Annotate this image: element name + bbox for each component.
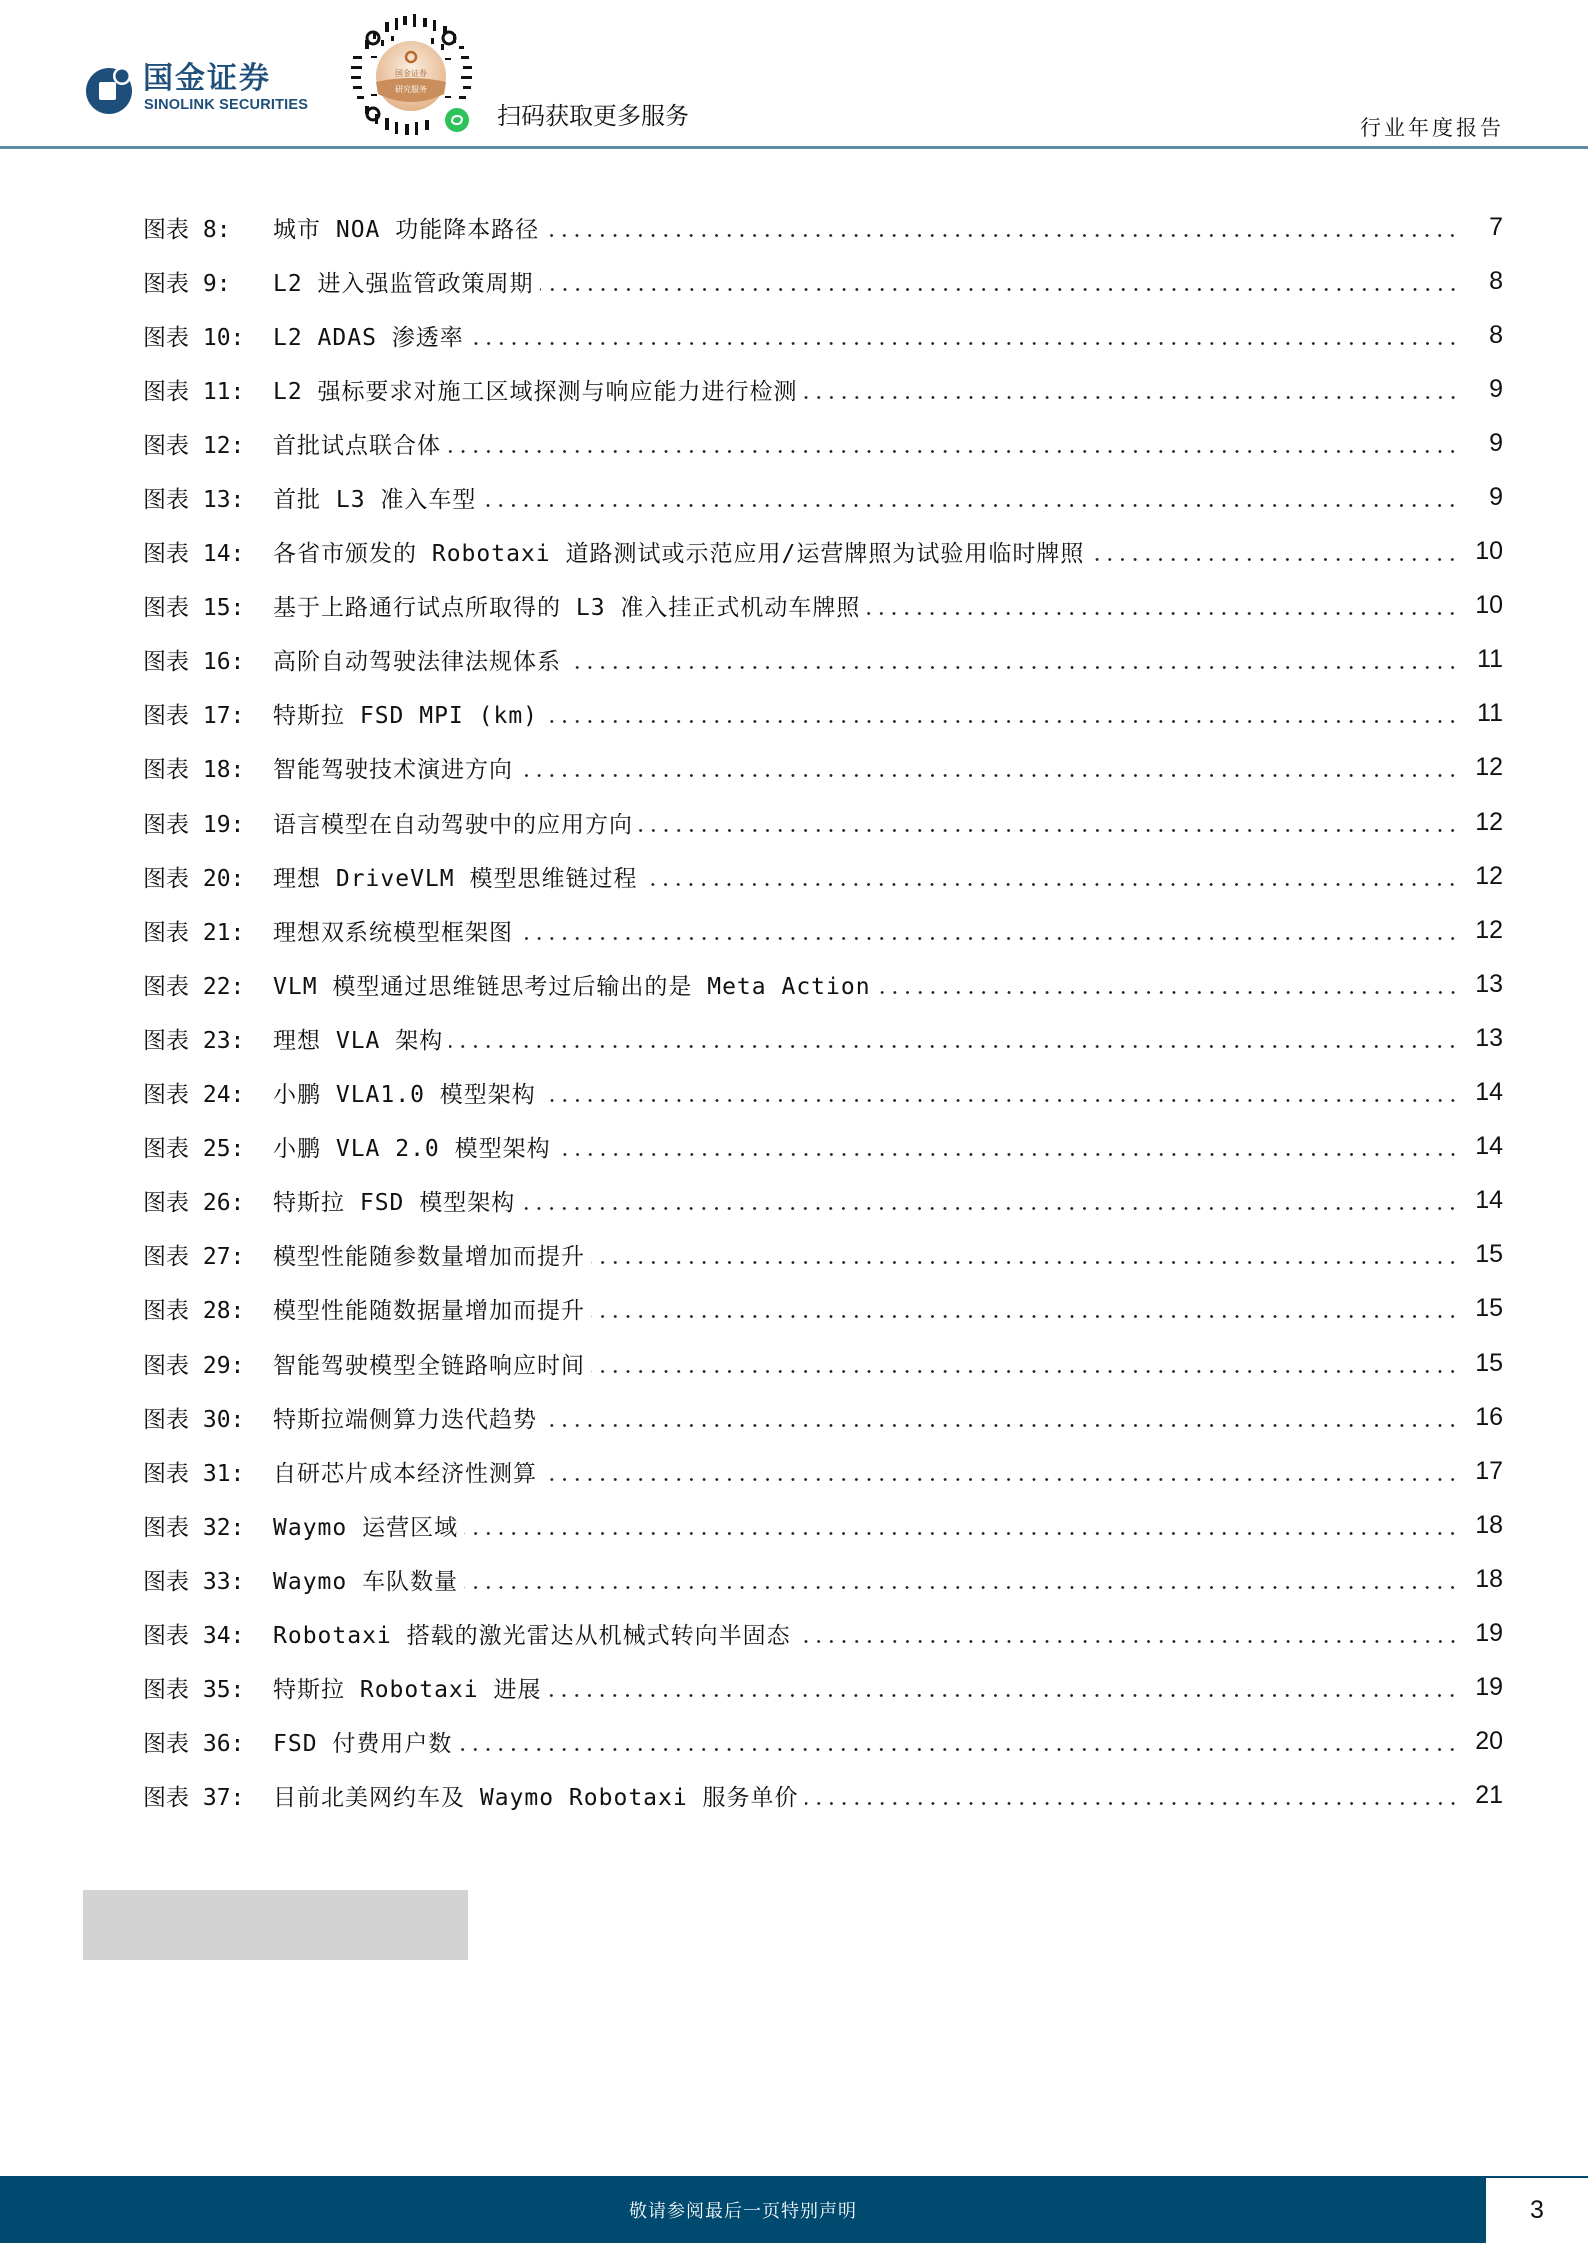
toc-entry[interactable] bbox=[143, 362, 1503, 416]
toc-entry-label: 图表 37: bbox=[143, 1785, 245, 1812]
toc-entry-page: 12 bbox=[1475, 807, 1503, 836]
toc-entry-page: 19 bbox=[1475, 1618, 1503, 1647]
toc-entry-page: 13 bbox=[1475, 969, 1503, 998]
toc-entry-title: 各省市颁发的 Robotaxi 道路测试或示范应用/运营牌照为试验用临时牌照 bbox=[273, 541, 1085, 568]
toc-entry-title: Waymo 运营区域 bbox=[273, 1514, 459, 1541]
qr-badge-service: 研究服务 bbox=[395, 85, 427, 94]
toc-entry-page: 12 bbox=[1475, 753, 1503, 782]
qr-badge-brand: 国金证券 bbox=[395, 69, 427, 78]
toc-entry[interactable] bbox=[143, 1444, 1503, 1498]
brand-name-en: SINOLINK SECURITIES bbox=[144, 97, 309, 113]
toc-entry-label: 图表 25: bbox=[143, 1136, 245, 1163]
dot-leader bbox=[470, 342, 1459, 345]
toc-entry-page: 21 bbox=[1475, 1781, 1503, 1810]
dot-leader bbox=[544, 720, 1459, 723]
toc-entry-label: 图表 32: bbox=[143, 1514, 245, 1541]
toc-entry-page: 9 bbox=[1489, 483, 1503, 512]
dot-leader bbox=[591, 1370, 1459, 1373]
toc-entry-page: 11 bbox=[1477, 645, 1503, 674]
dot-leader bbox=[545, 234, 1459, 237]
toc-entry-label: 图表 31: bbox=[143, 1460, 245, 1487]
toc-entry-title: 特斯拉 FSD 模型架构 bbox=[273, 1190, 516, 1217]
dot-leader bbox=[591, 1261, 1459, 1264]
toc-entry-page: 14 bbox=[1475, 1078, 1503, 1107]
dot-leader bbox=[567, 666, 1459, 669]
toc-entry-page: 14 bbox=[1475, 1132, 1503, 1161]
toc-entry-label: 图表 9: bbox=[143, 270, 231, 297]
figure-list-toc bbox=[143, 200, 1503, 1823]
dot-leader bbox=[447, 450, 1459, 453]
footer-disclaimer: 敬请参阅最后一页特别声明 bbox=[629, 2201, 857, 2222]
toc-entry[interactable] bbox=[143, 200, 1503, 254]
toc-entry[interactable] bbox=[143, 1011, 1503, 1065]
dot-leader bbox=[805, 1802, 1459, 1805]
toc-entry[interactable] bbox=[143, 308, 1503, 362]
toc-entry-title: Robotaxi 搭载的激光雷达从机械式转向半固态 bbox=[273, 1622, 791, 1649]
toc-entry[interactable] bbox=[143, 1769, 1503, 1823]
toc-entry-label: 图表 35: bbox=[143, 1677, 245, 1704]
toc-entry[interactable] bbox=[143, 1390, 1503, 1444]
toc-entry-title: FSD 付费用户数 bbox=[273, 1731, 453, 1758]
dot-leader bbox=[464, 1532, 1459, 1535]
toc-entry-page: 16 bbox=[1475, 1402, 1503, 1431]
toc-entry-title: 理想 DriveVLM 模型思维链过程 bbox=[273, 865, 638, 892]
toc-entry-page: 14 bbox=[1475, 1186, 1503, 1215]
dot-leader bbox=[543, 1424, 1459, 1427]
toc-entry-title: 首批试点联合体 bbox=[273, 432, 441, 459]
toc-entry[interactable] bbox=[143, 1498, 1503, 1552]
toc-entry-page: 10 bbox=[1475, 591, 1503, 620]
toc-entry-label: 图表 12: bbox=[143, 432, 245, 459]
dot-leader bbox=[797, 1640, 1459, 1643]
gray-placeholder-block bbox=[83, 1890, 468, 1960]
toc-entry-title: L2 强标要求对施工区域探测与响应能力进行检测 bbox=[273, 378, 798, 405]
dot-leader bbox=[866, 612, 1459, 615]
toc-entry-label: 图表 26: bbox=[143, 1190, 245, 1217]
toc-entry-title: L2 进入强监管政策周期 bbox=[273, 270, 534, 297]
toc-entry[interactable] bbox=[143, 633, 1503, 687]
toc-entry[interactable] bbox=[143, 741, 1503, 795]
toc-entry-title: 首批 L3 准入车型 bbox=[273, 487, 477, 514]
toc-entry-label: 图表 33: bbox=[143, 1568, 245, 1595]
toc-entry[interactable] bbox=[143, 1228, 1503, 1282]
toc-entry-page: 11 bbox=[1477, 699, 1503, 728]
toc-entry-label: 图表 14: bbox=[143, 541, 245, 568]
sinolink-logo-icon bbox=[85, 65, 135, 115]
toc-entry[interactable] bbox=[143, 525, 1503, 579]
toc-entry-title: 智能驾驶技术演进方向 bbox=[273, 757, 513, 784]
toc-entry-page: 9 bbox=[1489, 374, 1503, 403]
toc-entry-label: 图表 29: bbox=[143, 1352, 245, 1379]
toc-entry[interactable] bbox=[143, 795, 1503, 849]
toc-entry-page: 18 bbox=[1475, 1564, 1503, 1593]
toc-entry[interactable] bbox=[143, 1336, 1503, 1390]
toc-entry-title: 模型性能随参数量增加而提升 bbox=[273, 1244, 585, 1271]
toc-entry-label: 图表 13: bbox=[143, 487, 245, 514]
dot-leader bbox=[557, 1153, 1459, 1156]
toc-entry-title: 特斯拉 Robotaxi 进展 bbox=[273, 1677, 542, 1704]
toc-entry-title: 特斯拉 FSD MPI (km) bbox=[273, 703, 539, 730]
toc-entry-title: 目前北美网约车及 Waymo Robotaxi 服务单价 bbox=[273, 1785, 799, 1812]
toc-entry-title: L2 ADAS 渗透率 bbox=[273, 324, 464, 351]
toc-entry-label: 图表 8: bbox=[143, 216, 231, 243]
dot-leader bbox=[877, 991, 1459, 994]
toc-entry[interactable] bbox=[143, 579, 1503, 633]
dot-leader bbox=[540, 288, 1459, 291]
toc-entry-page: 19 bbox=[1475, 1673, 1503, 1702]
toc-entry-page: 15 bbox=[1475, 1348, 1503, 1377]
toc-entry-page: 10 bbox=[1475, 537, 1503, 566]
toc-entry-page: 8 bbox=[1489, 320, 1503, 349]
toc-entry-page: 20 bbox=[1475, 1727, 1503, 1756]
toc-entry-page: 13 bbox=[1475, 1023, 1503, 1052]
toc-entry-page: 7 bbox=[1489, 212, 1503, 241]
toc-entry-page: 9 bbox=[1489, 428, 1503, 457]
toc-entry[interactable] bbox=[143, 1715, 1503, 1769]
dot-leader bbox=[482, 504, 1459, 507]
toc-entry[interactable] bbox=[143, 1552, 1503, 1606]
toc-entry-title: 语言模型在自动驾驶中的应用方向 bbox=[273, 811, 633, 838]
toc-entry-title: 模型性能随数据量增加而提升 bbox=[273, 1298, 585, 1325]
toc-entry-label: 图表 21: bbox=[143, 919, 245, 946]
toc-entry-label: 图表 36: bbox=[143, 1731, 245, 1758]
footer-bar bbox=[0, 2177, 1486, 2243]
toc-entry-page: 12 bbox=[1475, 861, 1503, 890]
toc-entry-label: 图表 17: bbox=[143, 703, 245, 730]
toc-entry-title: 自研芯片成本经济性测算 bbox=[273, 1460, 537, 1487]
report-type-label: 行业年度报告 bbox=[1360, 116, 1504, 140]
dot-leader bbox=[464, 1586, 1459, 1589]
dot-leader bbox=[591, 1315, 1459, 1318]
dot-leader bbox=[542, 1099, 1459, 1102]
toc-entry-title: VLM 模型通过思维链思考过后输出的是 Meta Action bbox=[273, 973, 871, 1000]
mini-program-qr-code[interactable] bbox=[345, 10, 479, 142]
toc-entry[interactable] bbox=[143, 470, 1503, 524]
toc-entry[interactable] bbox=[143, 1661, 1503, 1715]
toc-entry-title: 小鹏 VLA1.0 模型架构 bbox=[273, 1082, 536, 1109]
toc-entry-title: 城市 NOA 功能降本路径 bbox=[273, 216, 540, 243]
toc-entry-label: 图表 34: bbox=[143, 1622, 245, 1649]
toc-entry-label: 图表 30: bbox=[143, 1406, 245, 1433]
dot-leader bbox=[543, 1478, 1459, 1481]
toc-entry[interactable] bbox=[143, 1120, 1503, 1174]
toc-entry-title: 高阶自动驾驶法律法规体系 bbox=[273, 649, 561, 676]
dot-leader bbox=[804, 396, 1459, 399]
toc-entry-label: 图表 11: bbox=[143, 378, 245, 405]
toc-entry-title: 智能驾驶模型全链路响应时间 bbox=[273, 1352, 585, 1379]
toc-entry-label: 图表 23: bbox=[143, 1027, 245, 1054]
dot-leader bbox=[1090, 558, 1459, 561]
toc-entry-title: 理想双系统模型框架图 bbox=[273, 919, 513, 946]
toc-entry-page: 12 bbox=[1475, 915, 1503, 944]
toc-entry[interactable] bbox=[143, 1066, 1503, 1120]
toc-entry-label: 图表 10: bbox=[143, 324, 245, 351]
toc-entry-label: 图表 19: bbox=[143, 811, 245, 838]
toc-entry-page: 18 bbox=[1475, 1510, 1503, 1539]
dot-leader bbox=[521, 1207, 1459, 1210]
toc-entry-title: 特斯拉端侧算力迭代趋势 bbox=[273, 1406, 537, 1433]
toc-entry[interactable] bbox=[143, 903, 1503, 957]
toc-entry-label: 图表 28: bbox=[143, 1298, 245, 1325]
header-divider bbox=[0, 146, 1588, 149]
toc-entry-label: 图表 24: bbox=[143, 1082, 245, 1109]
toc-entry[interactable] bbox=[143, 1174, 1503, 1228]
dot-leader bbox=[458, 1748, 1459, 1751]
toc-entry-title: 理想 VLA 架构 bbox=[273, 1027, 444, 1054]
toc-entry[interactable] bbox=[143, 1606, 1503, 1660]
toc-entry-title: 基于上路通行试点所取得的 L3 准入挂正式机动车牌照 bbox=[273, 595, 861, 622]
toc-entry[interactable] bbox=[143, 849, 1503, 903]
toc-entry[interactable] bbox=[143, 416, 1503, 470]
toc-entry-page: 8 bbox=[1489, 266, 1503, 295]
dot-leader bbox=[449, 1045, 1459, 1048]
toc-entry[interactable] bbox=[143, 957, 1503, 1011]
toc-entry-label: 图表 20: bbox=[143, 865, 245, 892]
toc-entry[interactable] bbox=[143, 254, 1503, 308]
toc-entry-label: 图表 18: bbox=[143, 757, 245, 784]
dot-leader bbox=[639, 829, 1459, 832]
dot-leader bbox=[519, 937, 1459, 940]
dot-leader bbox=[547, 1694, 1459, 1697]
page-number: 3 bbox=[1530, 2195, 1544, 2224]
toc-entry-label: 图表 15: bbox=[143, 595, 245, 622]
toc-entry[interactable] bbox=[143, 687, 1503, 741]
scan-for-more-services-text: 扫码获取更多服务 bbox=[497, 102, 689, 130]
toc-entry-page: 17 bbox=[1475, 1456, 1503, 1485]
dot-leader bbox=[519, 774, 1459, 777]
toc-entry-title: 小鹏 VLA 2.0 模型架构 bbox=[273, 1136, 551, 1163]
brand-name-cn: 国金证券 bbox=[143, 61, 271, 96]
toc-entry-label: 图表 22: bbox=[143, 973, 245, 1000]
toc-entry-title: Waymo 车队数量 bbox=[273, 1568, 459, 1595]
toc-entry-label: 图表 16: bbox=[143, 649, 245, 676]
toc-entry-page: 15 bbox=[1475, 1294, 1503, 1323]
dot-leader bbox=[643, 883, 1459, 886]
toc-entry-label: 图表 27: bbox=[143, 1244, 245, 1271]
toc-entry[interactable] bbox=[143, 1282, 1503, 1336]
toc-entry-page: 15 bbox=[1475, 1240, 1503, 1269]
